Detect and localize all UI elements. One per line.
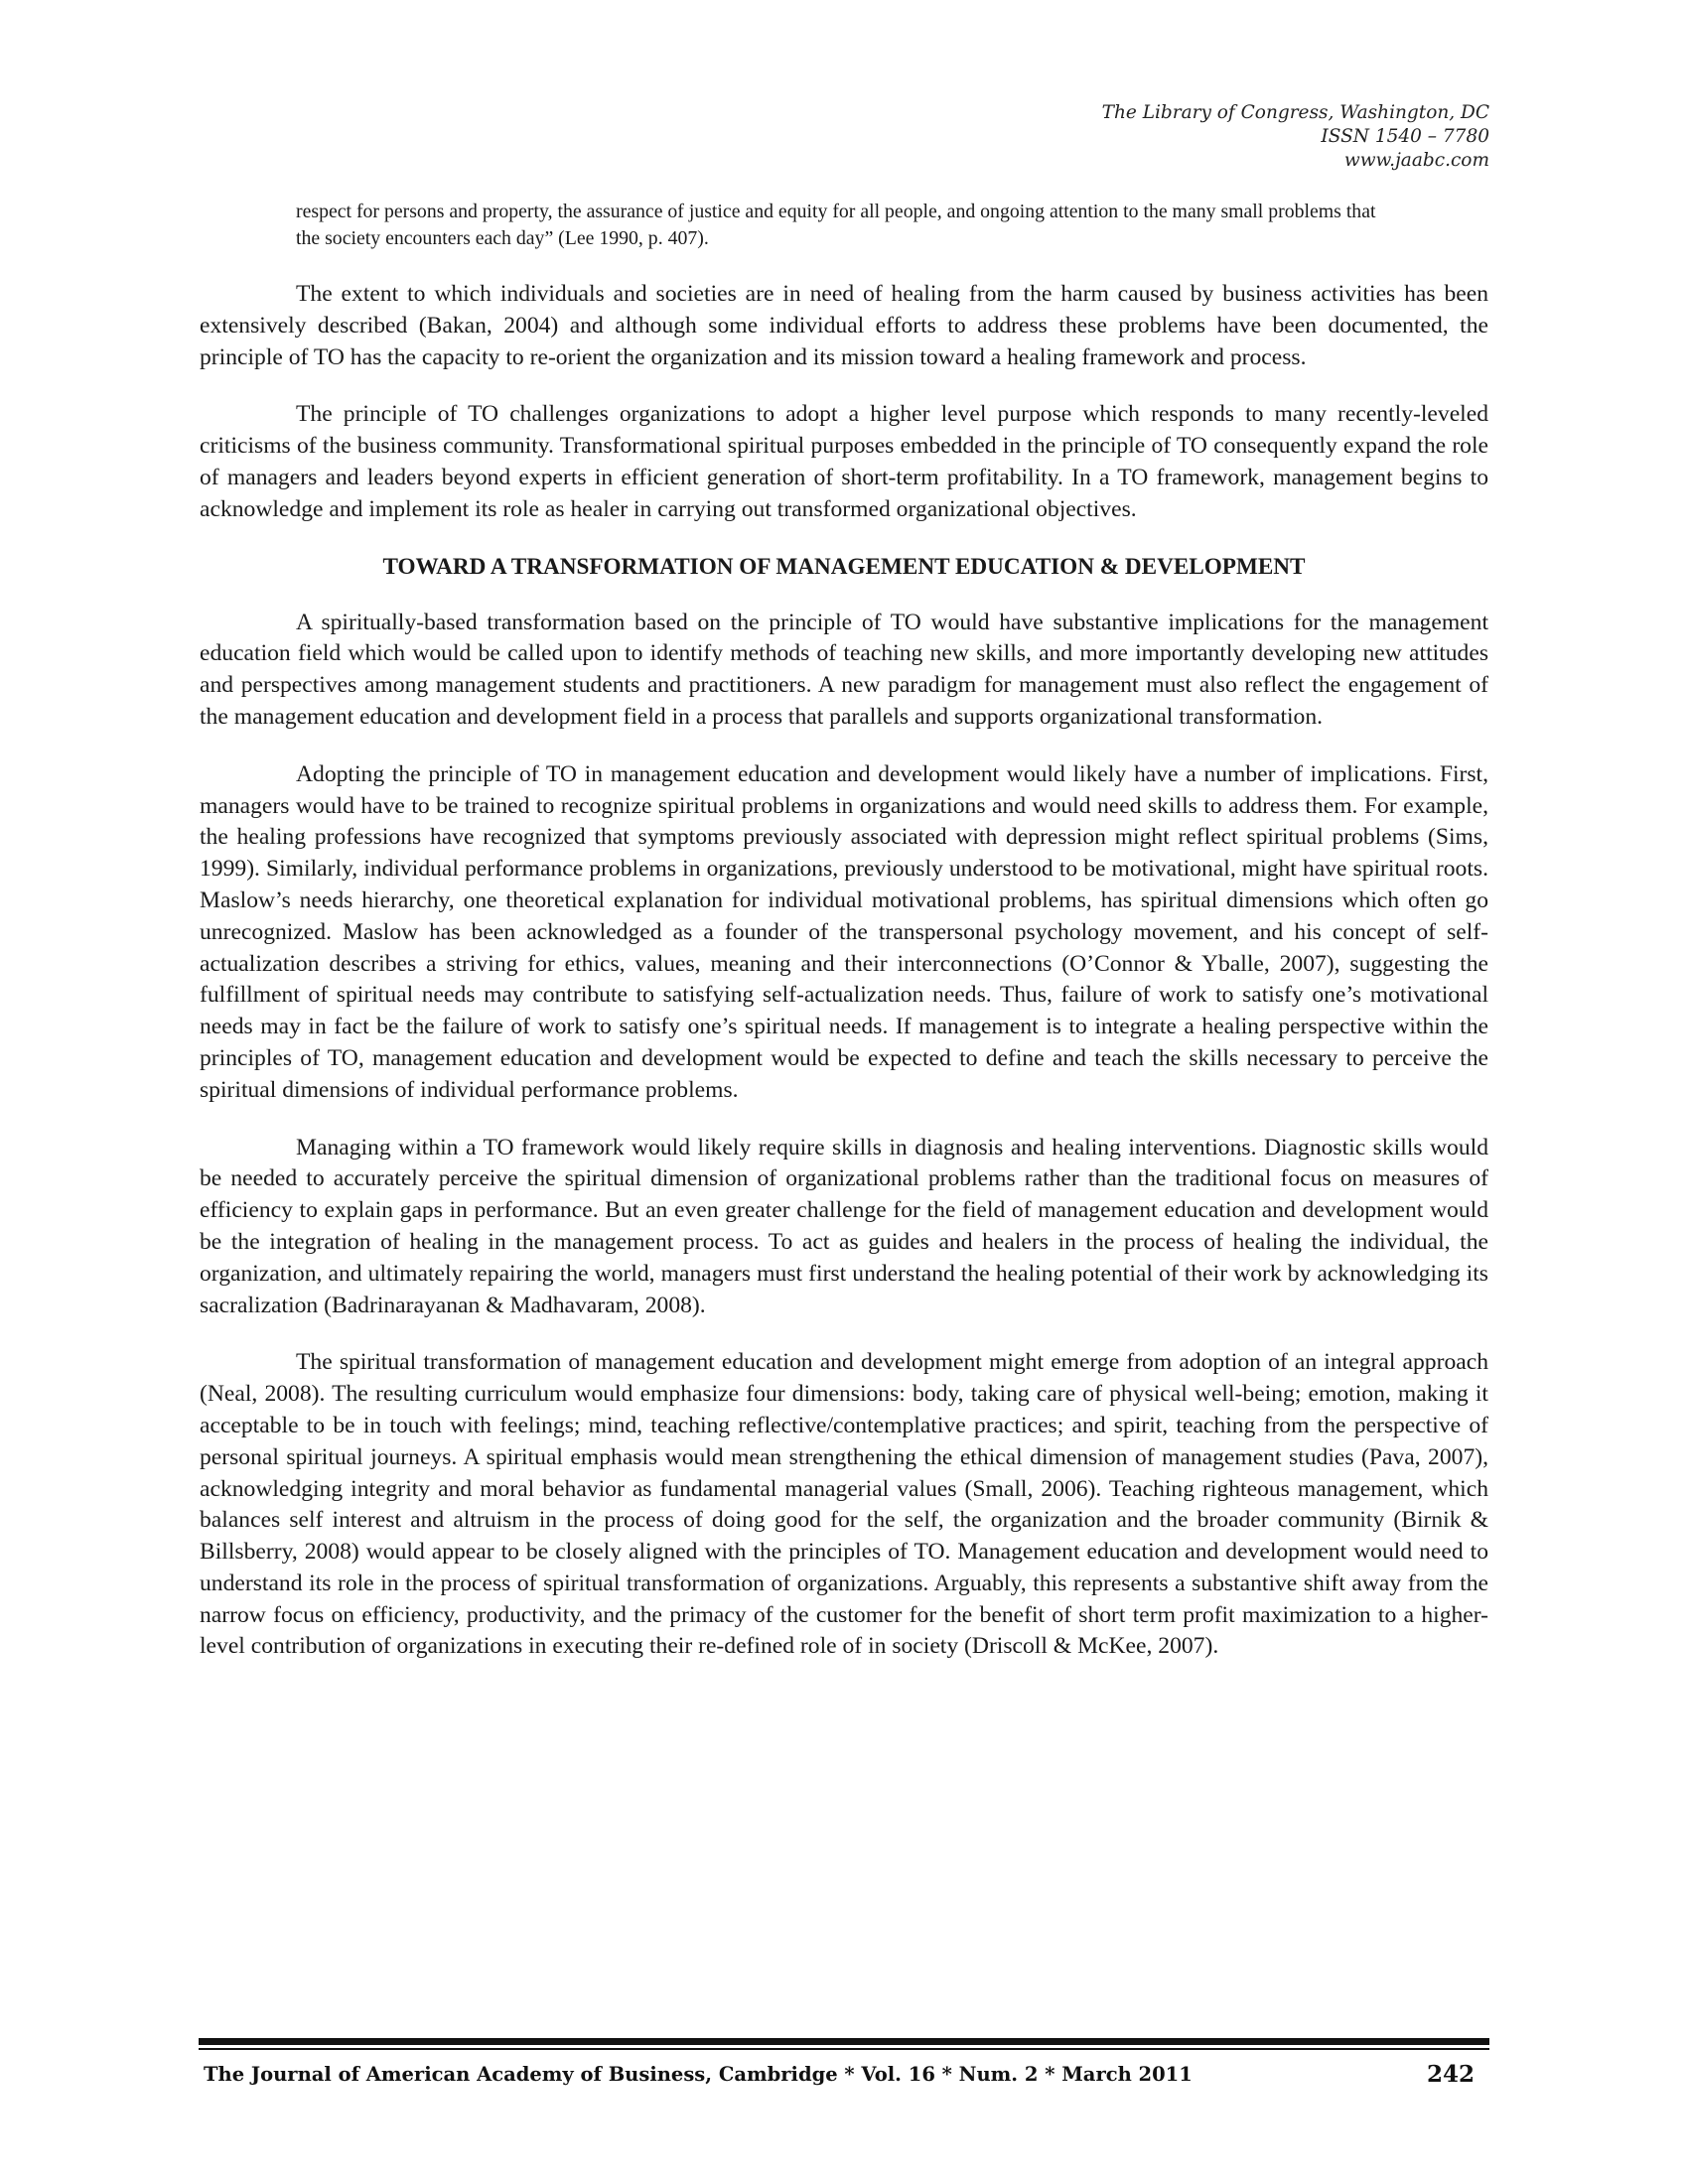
running-footer — [204, 2063, 1475, 2095]
body-paragraph: The spiritual transformation of management education and development might emerge from adoption of an integral approach (Neal, 2008). The resulting curriculum would emphasize four dimensions: body, taking care of physical well-being; emotion, making it acceptable to be in touch with feelings; mind, teaching reflective/contemplative practices; and spirit, teaching from the perspective of personal spiritual journeys. A spiritual emphasis would mean strengthening the ethical dimension of management studies (Pava, 2007), acknowledging integrity and moral behavior as fundamental managerial values (Small, 2006). Teaching righteous management, which balances self interest and altruism in the process of doing good for the self, the organization and the broader community (Birnik & Billsberry, 2008) would appear to be closely aligned with the principles of TO. Management education and development would need to understand its role in the process of spiritual transformation of organizations. Arguably, this represents a substantive shift away from the narrow focus on efficiency, productivity, and the primacy of the customer for the benefit of short term profit maximization to a higher-level contribution of organizations in executing their re-defined role of in society (Driscoll & McKee, 2007). — [200, 1349, 1488, 1660]
body-paragraph: Adopting the principle of TO in management education and development would likely have a number of implications. First, managers would have to be trained to recognize spiritual problems in organizations and would need skills to address them. For example, the healing professions have recognized that symptoms previously associated with depression might reflect spiritual problems (Sims, 1999). Similarly, individual performance problems in organizations, previously understood to be motivational, might have spiritual roots. Maslow’s needs hierarchy, one theoretical explanation for individual motivational problems, has spiritual dimensions which often go unrecognized. Maslow has been acknowledged as a founder of the transpersonal psychology movement, and his concept of self-actualization describes a striving for ethics, values, meaning and their interconnections (O’Connor & Yballe, 2007), suggesting the fulfillment of spiritual needs may contribute to satisfying self-actualization needs. Thus, failure of work to satisfy one’s motivational needs may in fact be the failure of work to satisfy one’s spiritual needs. If management is to integrate a healing perspective within the principles of TO, management education and development would be expected to define and teach the skills necessary to perceive the spiritual dimensions of individual performance problems. — [200, 760, 1488, 1103]
footer-rule-thick — [199, 2038, 1489, 2045]
section-heading: TOWARD A TRANSFORMATION OF MANAGEMENT EDUCATION & DEVELOPMENT — [382, 553, 1306, 580]
body-paragraph: The principle of TO challenges organizations to adopt a higher level purpose which responds to many recently-leveled criticisms of the business community. Transformational spiritual purposes embedded in the principle of TO consequently expand the role of managers and leaders beyond experts in efficient generation of short-term profitability. In a TO framework, management begins to acknowledge and implement its role as healer in carrying out transformed organizational objectives. — [200, 401, 1488, 522]
header-issn: ISSN 1540 – 7780 — [1321, 126, 1489, 147]
body-paragraph: A spiritually-based transformation based on the principle of TO would have substantive implications for the management education field which would be called upon to identify methods of teaching new skills, and more importantly developing new attitudes and perspectives among management students and practitioners. A new paradigm for management must also reflect the engagement of the management education and development field in a process that parallels and supports organizational transformation. — [200, 609, 1488, 730]
article-body — [200, 199, 1488, 1663]
block-quote: respect for persons and property, the assurance of justice and equity for all people, and ongoing attention to the many small problems that the society encounters each day” (Lee 1990, p. 407). — [296, 201, 1376, 249]
page-number: 242 — [1426, 2061, 1475, 2088]
running-header — [894, 101, 1489, 173]
footer-rule-thin — [199, 2048, 1489, 2050]
body-paragraph: The extent to which individuals and societies are in need of healing from the harm caused by business activities has been extensively described (Bakan, 2004) and although some individual efforts to address these problems have been documented, the principle of TO has the capacity to re-orient the organization and its mission toward a healing framework and process. — [200, 281, 1488, 370]
header-library: The Library of Congress, Washington, DC — [1101, 102, 1489, 123]
footer-journal-citation: The Journal of American Academy of Business, Cambridge * Vol. 16 * Num. 2 * March 2011 — [204, 2063, 1193, 2086]
body-paragraph: Managing within a TO framework would likely require skills in diagnosis and healing interventions. Diagnostic skills would be needed to accurately perceive the spiritual dimension of organizational problems rather than the traditional focus on measures of efficiency to explain gaps in performance. But an even greater challenge for the field of management education and development would be the integration of healing in the management process. To act as guides and healers in the process of healing the individual, the organization, and ultimately repairing the world, managers must first understand the healing potential of their work by acknowledging its sacralization (Badrinarayanan & Madhavaram, 2008). — [200, 1134, 1488, 1318]
header-website: www.jaabc.com — [1343, 150, 1489, 171]
